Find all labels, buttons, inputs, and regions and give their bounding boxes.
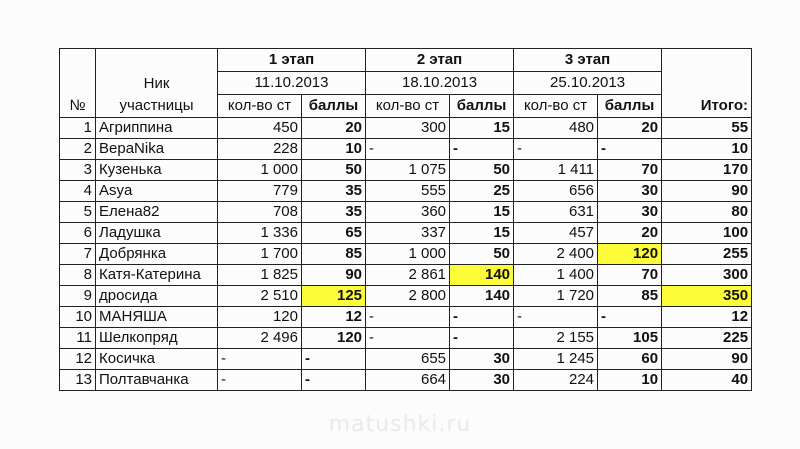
stage3-count: - [514,139,598,160]
stage2-points: - [450,328,514,349]
stage1-count: 2 510 [218,286,302,307]
stage3-points: 70 [598,160,662,181]
stage1-count: 2 496 [218,328,302,349]
total-points: 40 [662,370,752,391]
row-number: 1 [60,118,96,139]
stage2-count: 2 861 [366,265,450,286]
stage1-points: 35 [302,202,366,223]
stage3-count: 1 245 [514,349,598,370]
stage3-count: 631 [514,202,598,223]
stage2-count: 664 [366,370,450,391]
stage1-count-header: кол-во ст [218,95,302,118]
row-number: 6 [60,223,96,244]
table-row [60,265,752,286]
total-points: 300 [662,265,752,286]
row-number: 11 [60,328,96,349]
stage3-points: 60 [598,349,662,370]
row-number: 3 [60,160,96,181]
total-header: Итого: [662,49,752,118]
stage1-points: 125 [302,286,366,307]
stage3-date: 25.10.2013 [514,72,662,95]
stage3-points: 85 [598,286,662,307]
total-points: 12 [662,307,752,328]
stage2-count-header: кол-во ст [366,95,450,118]
stage2-points: 15 [450,118,514,139]
stage3-count: 2 155 [514,328,598,349]
stage2-count: - [366,139,450,160]
table-row [60,328,752,349]
stage2-count: 337 [366,223,450,244]
participant-nick: Агриппина [96,118,218,139]
table-row [60,349,752,370]
participant-nick: Катя-Катерина [96,265,218,286]
stage1-title: 1 этап [218,49,366,72]
table-row [60,244,752,265]
row-number: 5 [60,202,96,223]
stage2-count: 300 [366,118,450,139]
stage2-points: - [450,307,514,328]
total-points: 90 [662,349,752,370]
num-header: № [60,49,96,118]
stage2-points: 30 [450,370,514,391]
total-points: 90 [662,181,752,202]
stage3-points-header: баллы [598,95,662,118]
stage3-points: 10 [598,370,662,391]
stage2-count: 360 [366,202,450,223]
stage1-count: 779 [218,181,302,202]
stage1-points: 50 [302,160,366,181]
participant-nick: Ладушка [96,223,218,244]
row-number: 10 [60,307,96,328]
row-number: 9 [60,286,96,307]
stage3-points: 30 [598,202,662,223]
stage2-count: 655 [366,349,450,370]
total-points: 10 [662,139,752,160]
stage3-count-header: кол-во ст [514,95,598,118]
stage1-date: 11.10.2013 [218,72,366,95]
participant-nick: Добрянка [96,244,218,265]
stage2-points-header: баллы [450,95,514,118]
stage3-count: 457 [514,223,598,244]
participant-nick: дросида [96,286,218,307]
nick-header [96,49,218,118]
stage1-points: 12 [302,307,366,328]
stage2-count: - [366,307,450,328]
stage2-count: 2 800 [366,286,450,307]
stage1-points: 10 [302,139,366,160]
table-row [60,307,752,328]
table-row [60,139,752,160]
stage2-count: 1 000 [366,244,450,265]
stage3-points: 30 [598,181,662,202]
watermark: matushki.ru [328,412,472,437]
stage1-count: 1 000 [218,160,302,181]
stage3-count: 1 411 [514,160,598,181]
total-points: 255 [662,244,752,265]
stage3-points: 120 [598,244,662,265]
stage2-points: 30 [450,349,514,370]
stage1-points: 90 [302,265,366,286]
stage3-title: 3 этап [514,49,662,72]
stage3-count: - [514,307,598,328]
stage1-count: 120 [218,307,302,328]
row-number: 12 [60,349,96,370]
stage2-count: 1 075 [366,160,450,181]
row-number: 4 [60,181,96,202]
participant-nick: Косичка [96,349,218,370]
stage1-points: 35 [302,181,366,202]
scores-table [59,48,752,391]
participant-nick: Кузенька [96,160,218,181]
total-points: 100 [662,223,752,244]
table-row [60,223,752,244]
stage1-points: 65 [302,223,366,244]
total-points: 350 [662,286,752,307]
table-row [60,160,752,181]
stage1-count: 1 825 [218,265,302,286]
stage2-points: 50 [450,244,514,265]
stage1-count: - [218,370,302,391]
participant-nick: Полтавчанка [96,370,218,391]
total-points: 80 [662,202,752,223]
row-number: 8 [60,265,96,286]
stage1-points-header: баллы [302,95,366,118]
stage1-count: 708 [218,202,302,223]
stage2-points: 140 [450,265,514,286]
total-points: 55 [662,118,752,139]
stage3-count: 224 [514,370,598,391]
stage2-count: 555 [366,181,450,202]
stage1-count: 1 700 [218,244,302,265]
stage1-count: 1 336 [218,223,302,244]
stage1-points: - [302,349,366,370]
stage3-points: 20 [598,223,662,244]
stage3-count: 1 400 [514,265,598,286]
row-number: 7 [60,244,96,265]
row-number: 2 [60,139,96,160]
stage2-points: 15 [450,223,514,244]
stage2-points: 140 [450,286,514,307]
stage2-points: 15 [450,202,514,223]
stage2-points: 50 [450,160,514,181]
nick-header-line2: участницы [119,97,194,114]
participant-nick: Шелкопряд [96,328,218,349]
stage1-points: - [302,370,366,391]
stage3-count: 480 [514,118,598,139]
stage3-points: 105 [598,328,662,349]
table-row [60,181,752,202]
stage3-points: 20 [598,118,662,139]
table-row [60,202,752,223]
table-row [60,118,752,139]
stage1-count: - [218,349,302,370]
total-points: 170 [662,160,752,181]
stage3-count: 2 400 [514,244,598,265]
stage1-count: 450 [218,118,302,139]
stage1-points: 120 [302,328,366,349]
stage1-points: 85 [302,244,366,265]
stage3-count: 656 [514,181,598,202]
stage2-count: - [366,328,450,349]
stage2-title: 2 этап [366,49,514,72]
stage2-points: - [450,139,514,160]
row-number: 13 [60,370,96,391]
participant-nick: МАНЯША [96,307,218,328]
participant-nick: Елена82 [96,202,218,223]
total-points: 225 [662,328,752,349]
stage2-points: 25 [450,181,514,202]
nick-header-line1: Ник [143,75,170,92]
header-row-stages [60,49,752,72]
stage1-count: 228 [218,139,302,160]
table-row [60,370,752,391]
stage3-points: - [598,139,662,160]
stage1-points: 20 [302,118,366,139]
table-row [60,286,752,307]
stage3-points: - [598,307,662,328]
participant-nick: Asya [96,181,218,202]
participant-nick: BepaNika [96,139,218,160]
stage2-date: 18.10.2013 [366,72,514,95]
stage3-points: 70 [598,265,662,286]
stage3-count: 1 720 [514,286,598,307]
